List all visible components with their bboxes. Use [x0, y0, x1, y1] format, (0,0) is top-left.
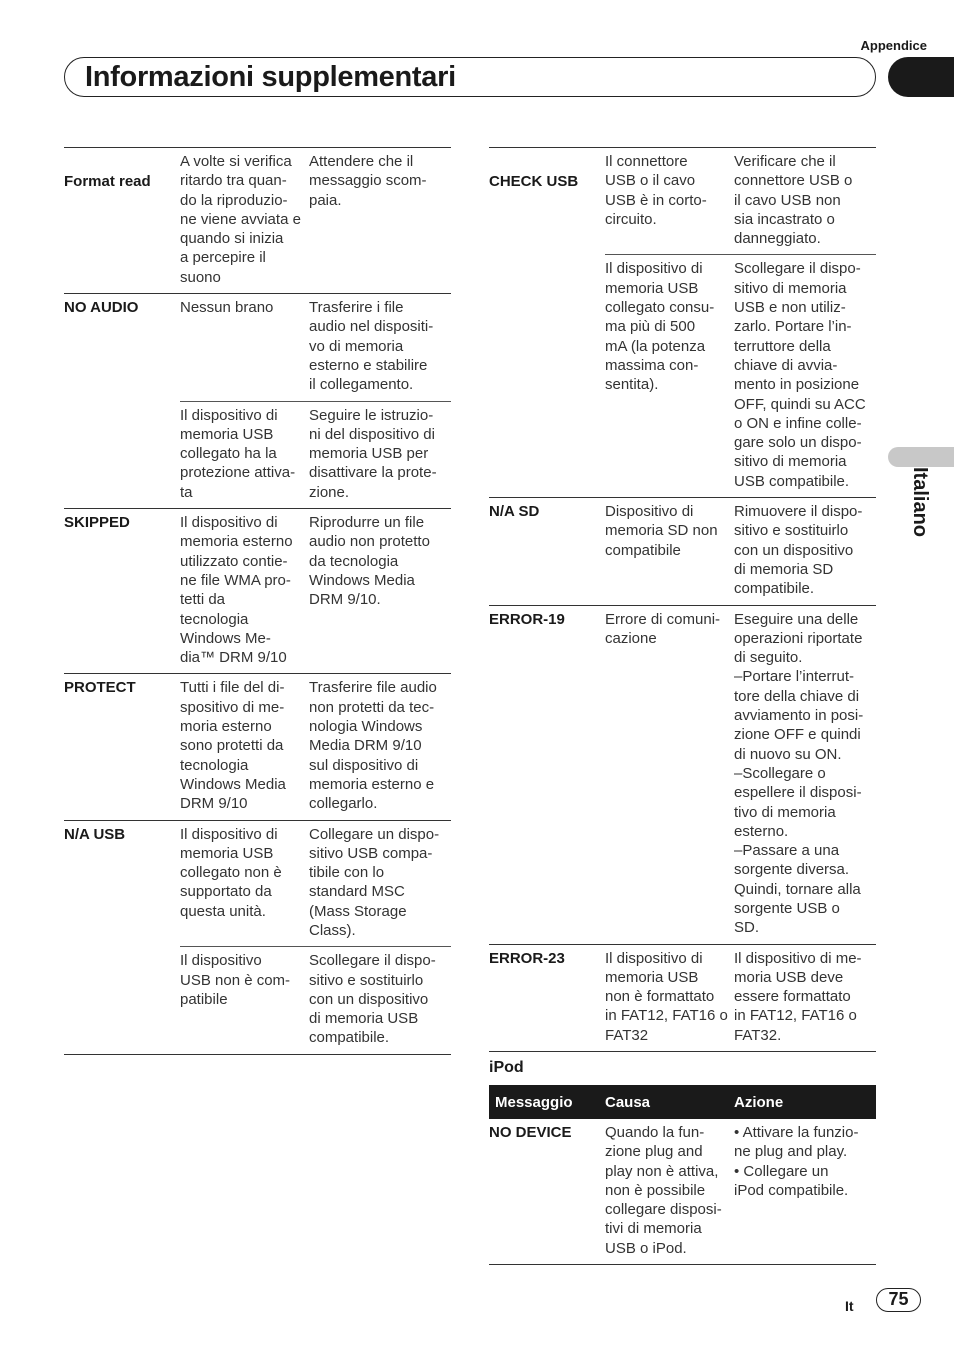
table-row [64, 674, 451, 819]
error-message: NO AUDIO [64, 299, 139, 317]
page-number: 75 [876, 1288, 921, 1312]
language-code: It [845, 1298, 854, 1314]
header-action: Azione [734, 1093, 784, 1111]
error-cause: Il dispositivo di memoria USB collegato non è supportato da questa unità. [180, 825, 282, 920]
table-row [64, 509, 451, 673]
error-message: SKIPPED [64, 514, 130, 532]
error-cause: Quando la fun- zione plug and play non è attiva, non è possibile collegare disposi- tivi di memoria USB o iPod. [605, 1124, 722, 1257]
error-group [489, 605, 876, 944]
error-message: N/A SD [489, 503, 540, 521]
error-cause: Il dispositivo di memoria USB collegato consu- ma più di 500 mA (la potenza massima con- sentita). [605, 254, 733, 497]
error-message [64, 401, 180, 508]
header-message: Messaggio [495, 1093, 573, 1111]
header-cause: Causa [605, 1093, 651, 1111]
table-row [489, 148, 876, 254]
error-action: Trasferire file audio non protetti da tec- nologia Windows Media DRM 9/10 sul dispositivo di memoria esterno e collegarlo. [309, 679, 437, 813]
right-error-table [489, 147, 876, 1052]
error-cause: Il dispositivo USB non è com- patibile [180, 946, 308, 1053]
section-label: Appendice [860, 38, 927, 53]
error-message: Format read [64, 173, 151, 190]
error-message [64, 946, 180, 1053]
language-tab [888, 447, 954, 467]
table-row [489, 606, 876, 944]
error-action: Verificare che il connettore USB o il cavo USB non sia incastrato o danneggiato. [734, 153, 853, 248]
error-group [64, 673, 451, 819]
error-group [489, 147, 876, 497]
error-message: CHECK USB [489, 173, 579, 190]
table-row [64, 294, 451, 400]
error-group [489, 944, 876, 1052]
ipod-table [489, 1085, 876, 1265]
error-message: NO DEVICE [489, 1124, 572, 1141]
error-cause: A volte si verifica ritardo tra quan- do la riproduzio- ne viene avviata e quando si inizia a percepire il suono [180, 153, 301, 286]
error-cause: Il connettore USB o il cavo USB è in corto- circuito. [605, 153, 707, 228]
error-cause: Dispositivo di memoria SD non compatibile [605, 503, 718, 559]
error-action: Scollegare il dispo- sitivo e sostituirlo con un dispositivo di memoria USB compatibile. [308, 946, 451, 1053]
error-message: ERROR-19 [489, 610, 565, 628]
error-action: Rimuovere il dispo- sitivo e sostituirlo con un dispositivo di memoria SD compatibile. [734, 503, 863, 598]
table-row [489, 1119, 876, 1265]
ipod-table-header [489, 1085, 876, 1119]
language-tab-label: Italiano [909, 467, 931, 538]
error-group [64, 293, 451, 508]
error-cause: Nessun brano [180, 299, 274, 317]
error-action: Trasferire i file audio nel dispositi- vo di memoria esterno e stabilire il collegamento. [309, 299, 434, 394]
ipod-heading: iPod [489, 1059, 524, 1076]
error-group [64, 508, 451, 673]
header-tab-marker [888, 57, 954, 97]
table-row [489, 254, 876, 497]
table-row [489, 498, 876, 604]
language-tab-label-wrap [911, 467, 929, 547]
error-group [64, 147, 451, 293]
left-error-table [64, 147, 451, 1055]
error-group [489, 497, 876, 604]
error-action: Scollegare il dispo- sitivo di memoria USB e non utiliz- zarlo. Portare l’in- terruttore della chiave di avvia- mento in posizione OFF, quindi su ACC o ON e infine colle- gare solo un dispo- sitivo di memoria USB compatibile. [733, 254, 876, 497]
error-action: Riprodurre un file audio non protetto da tecnologia Windows Media DRM 9/10. [309, 514, 430, 609]
error-action: Eseguire una delle operazioni riportate di seguito. –Portare l’interrut- tore della chiave di avviamento in posi- zione OFF e quindi di nuovo su ON. –Scollegare o espellere il disposi- tivo di memoria esterno. –Passare a una sorgente diversa. Quindi, tornare alla sorgente USB o SD. [734, 610, 864, 937]
table-row [489, 945, 876, 1051]
title-bar [64, 57, 876, 97]
error-cause: Il dispositivo di memoria esterno utilizzato contie- ne file WMA pro- tetti da tecnologia Windows Me- dia™ DRM 9/10 [180, 514, 293, 667]
error-action: Seguire le istruzio- ni del dispositivo di memoria USB per disattivare la prote- zione. [308, 401, 451, 508]
error-action: Attendere che il messaggio scom- paia. [309, 153, 427, 209]
error-message: PROTECT [64, 679, 136, 697]
table-row [64, 821, 451, 947]
error-action: Il dispositivo di me- moria USB deve essere formattato in FAT12, FAT16 o FAT32. [734, 949, 862, 1044]
error-cause: Tutti i file del di- spositivo di me- moria esterno sono protetti da tecnologia Windows Media DRM 9/10 [180, 679, 286, 813]
table-row [64, 946, 451, 1053]
error-cause: Errore di comuni- cazione [605, 610, 721, 647]
error-message: ERROR-23 [489, 949, 565, 967]
error-action: Collegare un dispo- sitivo USB compa- tibile con lo standard MSC (Mass Storage Class). [309, 825, 440, 939]
table-row [64, 401, 451, 508]
error-message: N/A USB [64, 825, 126, 843]
error-cause: Il dispositivo di memoria USB non è formattato in FAT12, FAT16 o FAT32 [605, 949, 728, 1044]
error-message [489, 254, 605, 497]
error-cause: Il dispositivo di memoria USB collegato ha la protezione attiva- ta [180, 401, 308, 508]
page-title: Informazioni supplementari [85, 61, 456, 93]
error-group [64, 820, 451, 1055]
table-row [64, 148, 451, 293]
error-action: • Attivare la funzio- ne plug and play. • Collegare un iPod compatibile. [734, 1124, 859, 1199]
